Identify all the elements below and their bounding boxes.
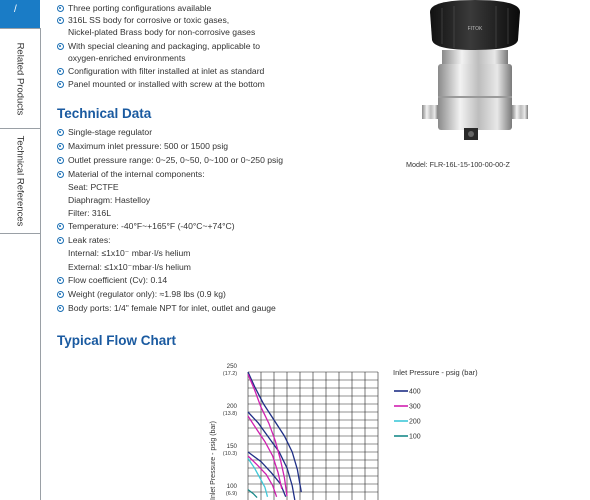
spec-leak-external: External: ≤1x10⁻mbar·l/s helium — [68, 262, 191, 272]
feature-cleaning: With special cleaning and packaging, applicable to — [57, 41, 260, 52]
regulator-product-image — [420, 0, 530, 150]
bullet-icon — [57, 237, 64, 244]
feature-body: 316L SS body for corrosive or toxic gases, — [57, 15, 229, 26]
sidebar-divider — [40, 232, 41, 500]
spec-leak-internal: Internal: ≤1x10⁻ mbar·l/s helium — [68, 248, 191, 258]
bullet-icon — [57, 171, 64, 178]
bullet-icon — [57, 157, 64, 164]
series-300-curve-1 — [248, 416, 282, 489]
feature-filter: Configuration with filter installed at inlet as standard — [57, 66, 264, 77]
flow-chart-heading: Typical Flow Chart — [57, 333, 177, 348]
bullet-icon — [57, 5, 64, 12]
model-caption: Model: FLR-16L-15-100-00-00-Z — [406, 160, 510, 169]
spec-material: Material of the internal components: — [57, 169, 205, 180]
bullet-icon — [57, 68, 64, 75]
legend-title: Inlet Pressure - psig (bar) — [393, 368, 478, 377]
legend-label-100: 100 — [409, 433, 421, 441]
spec-body-ports: Body ports: 1/4" female NPT for inlet, outlet and gauge — [57, 303, 276, 314]
bullet-icon — [57, 305, 64, 312]
y-tick-sublabel: (17.2) — [222, 371, 237, 377]
flow-chart — [195, 355, 590, 500]
spec-leak-rates: Leak rates: — [57, 235, 111, 246]
y-tick-label: 100 — [226, 483, 237, 490]
y-axis-label: Inlet Pressure - psig (bar) — [210, 421, 217, 500]
legend-label-400: 400 — [409, 388, 421, 396]
bullet-icon — [57, 43, 64, 50]
spec-outlet-range: Outlet pressure range: 0~25, 0~50, 0~100 or 0~250 psig — [57, 155, 283, 166]
feature-cleaning-cont: oxygen-enriched environments — [68, 53, 186, 63]
y-tick-sublabel: (13.8) — [222, 411, 237, 417]
sidebar — [0, 0, 42, 500]
spec-flow-coeff: Flow coefficient (Cv): 0.14 — [57, 275, 167, 286]
y-tick-sublabel: (6.9) — [225, 491, 237, 497]
spec-temperature: Temperature: -40°F~+165°F (-40°C~+74°C) — [57, 221, 235, 232]
spec-max-inlet: Maximum inlet pressure: 500 or 1500 psig — [57, 141, 228, 152]
bullet-icon — [57, 277, 64, 284]
bullet-icon — [57, 17, 64, 24]
series-400-curve-0 — [248, 372, 301, 492]
y-tick-label: 150 — [226, 443, 237, 450]
knob-shape — [430, 0, 520, 50]
series-100-curve-0 — [248, 490, 257, 498]
tab-related-products[interactable] — [0, 28, 41, 130]
bullet-icon — [57, 291, 64, 298]
feature-porting: Three porting configurations available — [57, 3, 211, 14]
y-tick-sublabel: (10.3) — [222, 451, 237, 457]
y-tick-label: 250 — [226, 363, 237, 370]
spec-diaphragm: Diaphragm: Hastelloy — [68, 195, 151, 205]
bullet-icon — [57, 129, 64, 136]
y-tick-label: 200 — [226, 403, 237, 410]
feature-panel: Panel mounted or installed with screw at the bottom — [57, 79, 265, 90]
bullet-icon — [57, 223, 64, 230]
series-400-curve-1 — [248, 412, 295, 500]
bullet-icon — [57, 143, 64, 150]
tab-related-products-label: Related Products — [14, 42, 26, 116]
sidebar-active-tab[interactable] — [0, 0, 40, 28]
spec-weight: Weight (regulator only): ≈1.98 lbs (0.9 kg) — [57, 289, 226, 300]
brand-mark: FITOK — [467, 26, 483, 32]
bullet-icon — [57, 81, 64, 88]
spec-seat: Seat: PCTFE — [68, 182, 119, 192]
technical-data-heading: Technical Data — [57, 106, 152, 121]
legend-label-300: 300 — [409, 403, 421, 411]
tab-technical-references[interactable] — [0, 128, 41, 234]
feature-body-cont: Nickel-plated Brass body for non-corrosive gases — [68, 27, 256, 37]
legend-label-200: 200 — [409, 418, 421, 426]
tab-technical-references-label: Technical References — [14, 135, 26, 227]
sidebar-active-tab-glyph: / — [14, 4, 17, 15]
spec-filter: Filter: 316L — [68, 208, 111, 218]
spec-single-stage: Single-stage regulator — [57, 127, 152, 138]
